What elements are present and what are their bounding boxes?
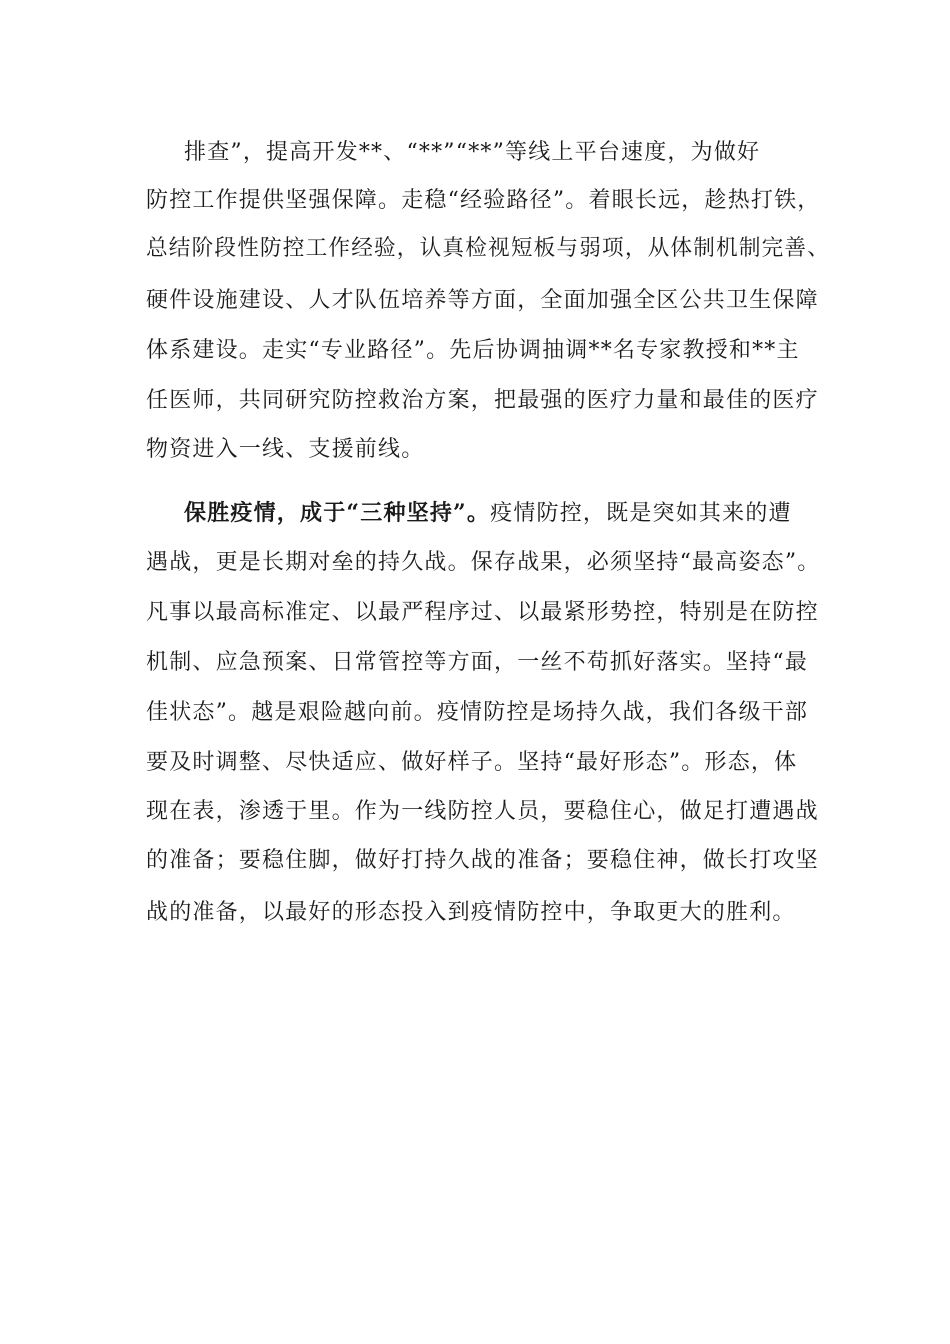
paragraph-1-line: 硬件设施建设、人才队伍培养等方面，全面加强全区公共卫生保障 — [146, 288, 819, 313]
paragraph-2-line: 凡事以最高标准定、以最严程序过、以最紧形势控，特别是在防控 — [146, 600, 819, 625]
paragraph-1-line: 任医师，共同研究防控救治方案，把最强的医疗力量和最佳的医疗 — [146, 388, 819, 413]
paragraph-1-line: 排查”，提高开发**、“**”“**”等线上平台速度，为做好 — [184, 140, 761, 165]
paragraph-2-line: 遇战，更是长期对垒的持久战。保存战果，必须坚持“最高姿态”。 — [146, 550, 821, 575]
paragraph-2-first-line — [184, 498, 792, 529]
paragraph-2-line: 现在表，渗透于里。作为一线防控人员，要稳住心，做足打遭遇战 — [146, 799, 819, 824]
paragraph-1-line: 防控工作提供坚强保障。走稳“经验路径”。着眼长远，趁热打铁， — [146, 188, 821, 213]
paragraph-2-line: 的准备；要稳住脚，做好打持久战的准备；要稳住神，做长打攻坚 — [146, 848, 819, 873]
paragraph-2-heading: 保胜疫情，成于“三种坚持”。 — [184, 500, 491, 526]
paragraph-2-line: 要及时调整、尽快适应、做好样子。坚持“最好形态”。形态，体 — [146, 750, 798, 775]
paragraph-2-line: 机制、应急预案、日常管控等方面，一丝不苟抓好落实。坚持“最 — [146, 650, 809, 675]
paragraph-1-line: 体系建设。走实“专业路径”。先后协调抽调**名专家教授和**主 — [146, 338, 800, 363]
paragraph-2-line: 佳状态”。越是艰险越向前。疫情防控是场持久战，我们各级干部 — [146, 700, 809, 725]
paragraph-1-line: 总结阶段性防控工作经验，认真检视短板与弱项，从体制机制完善、 — [146, 236, 831, 261]
paragraph-2-first-line-text: 疫情防控，既是突如其来的遭 — [490, 501, 792, 526]
paragraph-1-line: 物资进入一线、支援前线。 — [146, 437, 425, 462]
paragraph-2-line: 战的准备，以最好的形态投入到疫情防控中，争取更大的胜利。 — [146, 900, 796, 925]
